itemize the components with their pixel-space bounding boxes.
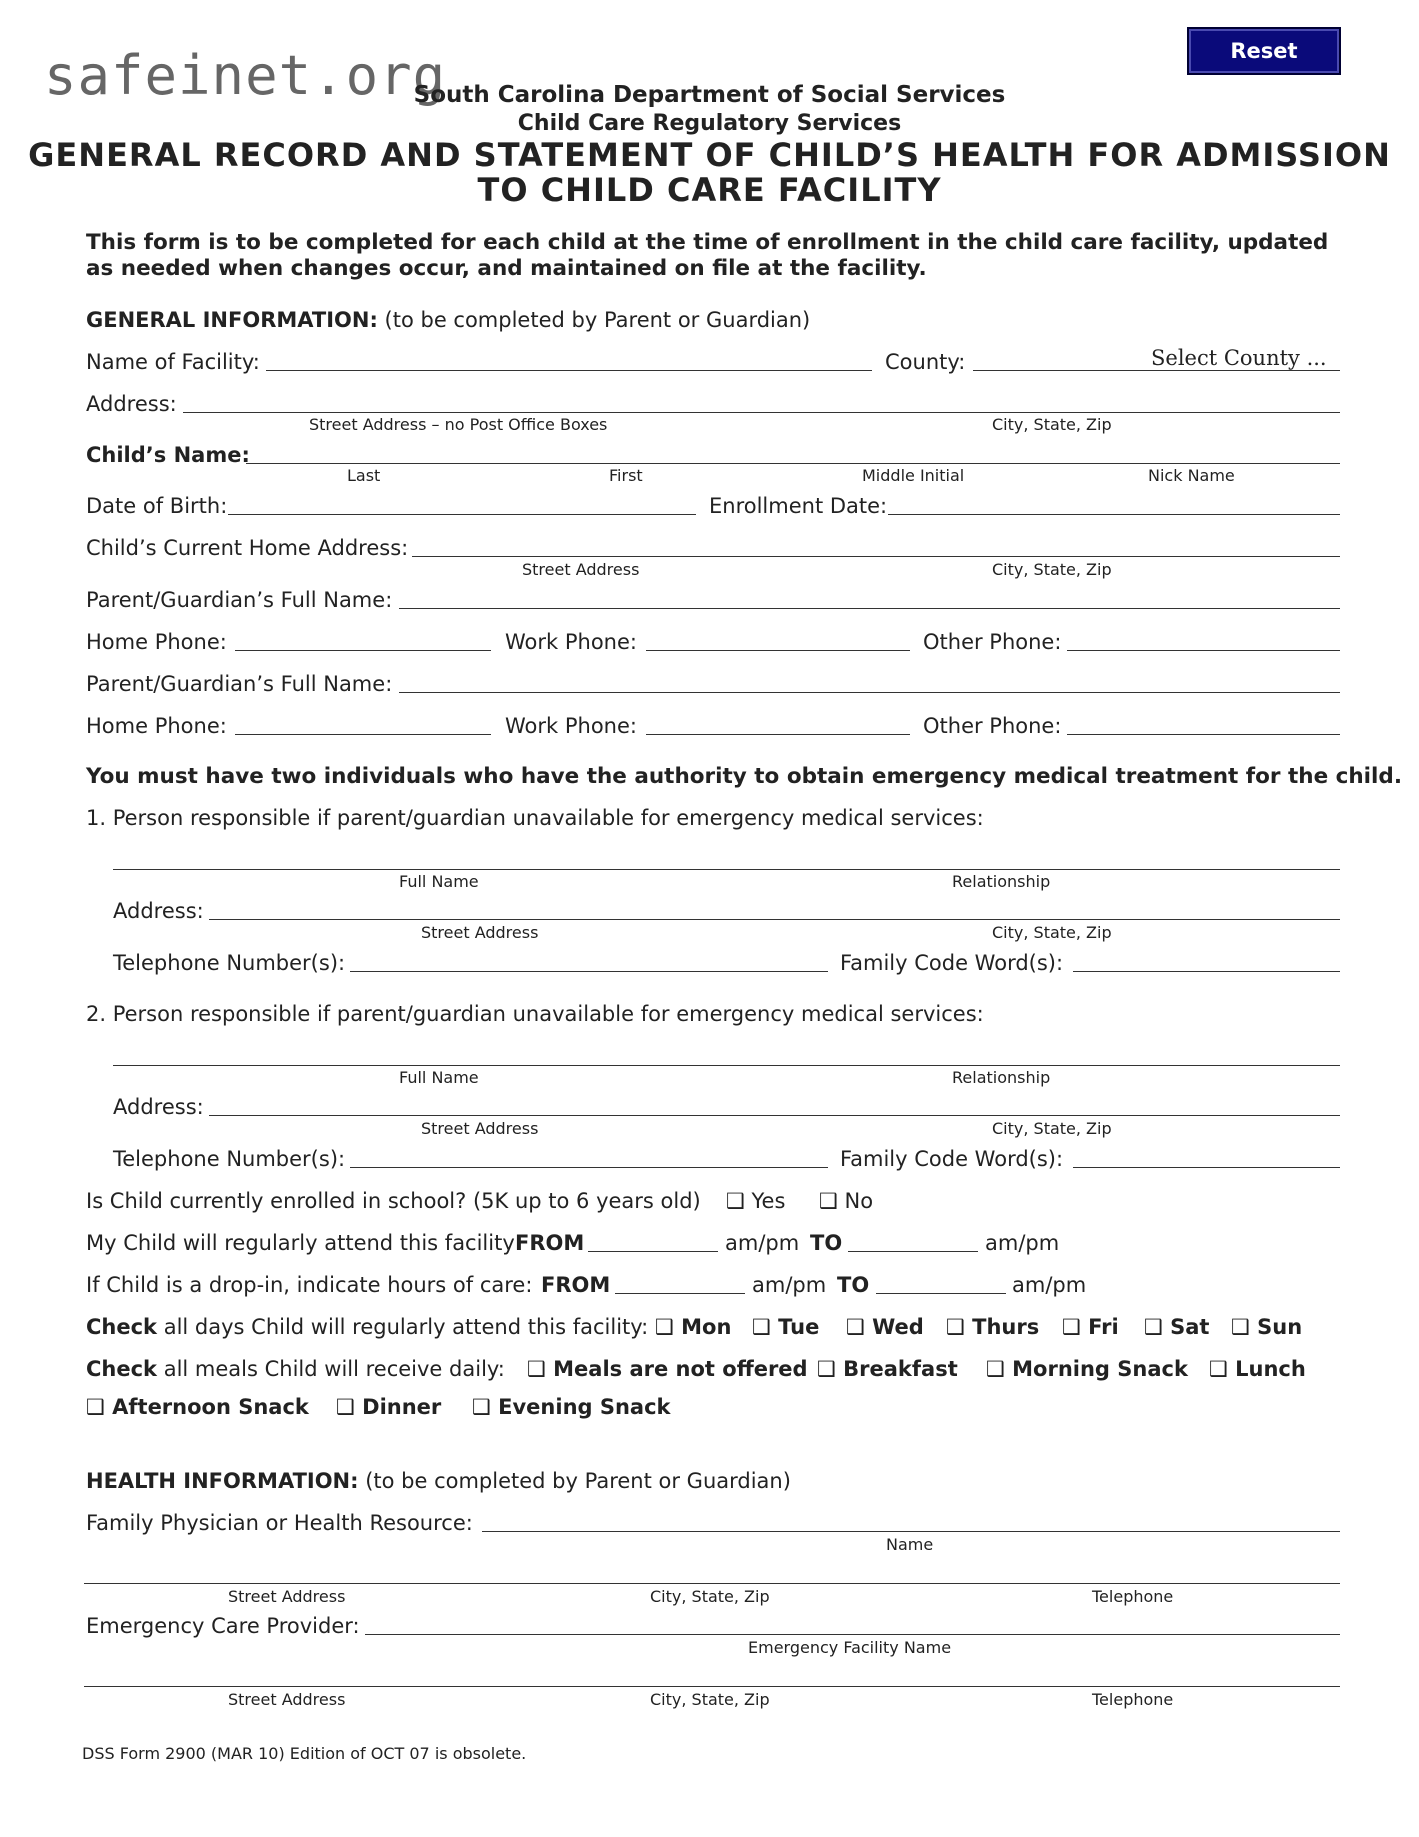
city-state-zip-caption: City, State, Zip: [650, 1690, 770, 1709]
street-address-caption: Street Address: [421, 923, 539, 942]
child-name-label: Child’s Name:: [86, 443, 250, 467]
form-title-line2: TO CHILD CARE FACILITY: [477, 171, 942, 209]
enrollment-date-label: Enrollment Date:: [709, 494, 888, 518]
parent1-home-phone-label: Home Phone:: [86, 630, 227, 654]
telephone-caption: Telephone: [1092, 1587, 1174, 1606]
street-address-caption: Street Address: [522, 560, 640, 579]
parent2-name-field[interactable]: [399, 692, 1340, 693]
checkbox-icon: ❑: [986, 1357, 1005, 1381]
meal-label: Breakfast: [843, 1357, 958, 1381]
meal-afternoon-snack-checkbox[interactable]: [86, 1395, 309, 1419]
city-state-zip-caption: City, State, Zip: [992, 560, 1112, 579]
general-info-heading: [86, 308, 810, 332]
dropin-to-label: TO: [837, 1273, 870, 1297]
parent1-home-phone-field[interactable]: [235, 650, 491, 651]
parent2-home-phone-label: Home Phone:: [86, 714, 227, 738]
day-label: Sat: [1170, 1315, 1210, 1339]
person1-address-label: Address:: [113, 899, 204, 923]
emergency-provider-field[interactable]: [365, 1634, 1340, 1635]
regular-from-field[interactable]: [588, 1251, 718, 1252]
city-state-zip-caption: City, State, Zip: [650, 1587, 770, 1606]
checkbox-icon: ❑: [1062, 1315, 1081, 1339]
days-label-text: all days Child will regularly attend this facility:: [157, 1315, 649, 1339]
city-state-zip-caption: City, State, Zip: [992, 415, 1112, 434]
full-name-caption: Full Name: [399, 1068, 479, 1087]
dropin-from-field[interactable]: [615, 1293, 745, 1294]
person1-name-field[interactable]: [113, 869, 1340, 870]
person1-telephone-label: Telephone Number(s):: [113, 951, 346, 975]
street-address-caption: Street Address: [228, 1690, 346, 1709]
emergency-provider-label: Emergency Care Provider:: [86, 1614, 360, 1638]
emergency-facility-name-caption: Emergency Facility Name: [748, 1638, 952, 1657]
facility-label: Name of Facility:: [86, 350, 260, 374]
reset-button[interactable]: Reset: [1187, 27, 1341, 75]
regular-from-label: FROM: [515, 1231, 585, 1255]
check-word: Check: [86, 1357, 158, 1381]
day-sun-checkbox[interactable]: [1231, 1315, 1302, 1339]
division-name: Child Care Regulatory Services: [517, 111, 902, 136]
meal-label: Evening Snack: [498, 1395, 671, 1419]
dob-field[interactable]: [228, 514, 696, 515]
checkbox-icon: ❑: [1231, 1315, 1250, 1339]
person1-code-word-label: Family Code Word(s):: [840, 951, 1064, 975]
meal-lunch-checkbox[interactable]: [1209, 1357, 1306, 1381]
county-select[interactable]: Select County ...: [1151, 346, 1327, 370]
day-fri-checkbox[interactable]: [1062, 1315, 1119, 1339]
city-state-zip-caption: City, State, Zip: [992, 923, 1112, 942]
nick-name-caption: Nick Name: [1148, 466, 1235, 485]
emergency-requirement: You must have two individuals who have the authority to obtain emergency medical treatment for the child.: [86, 764, 1402, 789]
street-address-caption: Street Address: [228, 1587, 346, 1606]
person2-address-label: Address:: [113, 1095, 204, 1119]
meal-label: Lunch: [1235, 1357, 1306, 1381]
street-address-caption: Street Address: [421, 1119, 539, 1138]
parent1-other-phone-label: Other Phone:: [923, 630, 1062, 654]
person2-telephone-label: Telephone Number(s):: [113, 1147, 346, 1171]
day-mon-checkbox[interactable]: [655, 1315, 731, 1339]
meal-morning-snack-checkbox[interactable]: [986, 1357, 1188, 1381]
checkbox-icon: ❑: [846, 1315, 865, 1339]
school-question: Is Child currently enrolled in school? (5K up to 6 years old): [86, 1189, 701, 1213]
health-info-heading: [86, 1469, 791, 1493]
day-sat-checkbox[interactable]: [1144, 1315, 1209, 1339]
first-caption: First: [609, 466, 643, 485]
checkbox-icon: ❑: [819, 1189, 838, 1213]
checkbox-icon: ❑: [817, 1357, 836, 1381]
home-address-label: Child’s Current Home Address:: [86, 536, 409, 560]
ampm-label: am/pm: [1012, 1273, 1087, 1297]
day-wed-checkbox[interactable]: [846, 1315, 924, 1339]
meal-label: Dinner: [362, 1395, 442, 1419]
day-label: Tue: [778, 1315, 820, 1339]
parent1-name-field[interactable]: [399, 608, 1340, 609]
person2-code-word-label: Family Code Word(s):: [840, 1147, 1064, 1171]
county-label: County:: [885, 350, 966, 374]
dropin-to-field[interactable]: [876, 1293, 1006, 1294]
parent2-other-phone-field[interactable]: [1067, 734, 1340, 735]
emergency-provider-address-field[interactable]: [84, 1686, 1340, 1687]
checkbox-icon: ❑: [752, 1315, 771, 1339]
person2-address-field[interactable]: [209, 1115, 1340, 1116]
checkbox-icon: ❑: [1209, 1357, 1228, 1381]
dropin-hours-label: If Child is a drop-in, indicate hours of care:: [86, 1273, 533, 1297]
person2-name-field[interactable]: [113, 1065, 1340, 1066]
street-no-po-caption: Street Address – no Post Office Boxes: [309, 415, 608, 434]
checkbox-icon: ❑: [336, 1395, 355, 1419]
day-label: Sun: [1257, 1315, 1303, 1339]
health-info-heading-note: (to be completed by Parent or Guardian): [358, 1469, 791, 1493]
meals-label: [86, 1357, 505, 1381]
facility-address-label: Address:: [86, 392, 177, 416]
dropin-from-label: FROM: [541, 1273, 611, 1297]
meal-breakfast-checkbox[interactable]: [817, 1357, 958, 1381]
school-no-checkbox[interactable]: [819, 1189, 873, 1213]
person2-code-word-field[interactable]: [1073, 1167, 1340, 1168]
day-thurs-checkbox[interactable]: [946, 1315, 1039, 1339]
agency-name: South Carolina Department of Social Services: [413, 82, 1006, 108]
ampm-label: am/pm: [725, 1231, 800, 1255]
day-tue-checkbox[interactable]: [752, 1315, 819, 1339]
city-state-zip-caption: City, State, Zip: [992, 1119, 1112, 1138]
meal-label: Morning Snack: [1012, 1357, 1188, 1381]
last-caption: Last: [347, 466, 381, 485]
day-label: Thurs: [972, 1315, 1040, 1339]
day-label: Mon: [681, 1315, 732, 1339]
person1-code-word-field[interactable]: [1073, 971, 1340, 972]
yes-label: Yes: [751, 1189, 786, 1213]
form-title-line1: GENERAL RECORD AND STATEMENT OF CHILD’S HEALTH FOR ADMISSION: [28, 136, 1391, 174]
watermark: safeinet.org: [44, 44, 447, 107]
physician-name-field[interactable]: [482, 1531, 1340, 1532]
relationship-caption: Relationship: [952, 1068, 1051, 1087]
meal-dinner-checkbox[interactable]: [336, 1395, 441, 1419]
parent2-other-phone-label: Other Phone:: [923, 714, 1062, 738]
person2-heading: 2. Person responsible if parent/guardian unavailable for emergency medical services:: [86, 1002, 984, 1026]
parent1-work-phone-label: Work Phone:: [505, 630, 637, 654]
checkbox-icon: ❑: [946, 1315, 965, 1339]
checkbox-icon: ❑: [86, 1395, 105, 1419]
regular-hours-label: My Child will regularly attend this facility: [86, 1231, 515, 1255]
middle-initial-caption: Middle Initial: [862, 466, 965, 485]
facility-address-field[interactable]: [183, 412, 1340, 413]
person2-telephone-field[interactable]: [350, 1167, 828, 1168]
physician-address-field[interactable]: [84, 1583, 1340, 1584]
dob-label: Date of Birth:: [86, 494, 228, 518]
checkbox-icon: ❑: [655, 1315, 674, 1339]
telephone-caption: Telephone: [1092, 1690, 1174, 1709]
checkbox-icon: ❑: [1144, 1315, 1163, 1339]
parent2-name-label: Parent/Guardian’s Full Name:: [86, 672, 393, 696]
check-word: Check: [86, 1315, 158, 1339]
day-label: Fri: [1088, 1315, 1119, 1339]
enrollment-date-field[interactable]: [888, 514, 1340, 515]
parent2-home-phone-field[interactable]: [235, 734, 491, 735]
general-info-heading-bold: GENERAL INFORMATION:: [86, 308, 378, 332]
school-yes-checkbox[interactable]: [726, 1189, 785, 1213]
checkbox-icon: ❑: [527, 1357, 546, 1381]
parent1-work-phone-field[interactable]: [646, 650, 910, 651]
child-name-field[interactable]: [246, 463, 1340, 464]
facility-field[interactable]: [266, 370, 872, 371]
form-footer: DSS Form 2900 (MAR 10) Edition of OCT 07 is obsolete.: [82, 1744, 527, 1763]
meals-label-text: all meals Child will receive daily:: [157, 1357, 505, 1381]
no-label: No: [844, 1189, 874, 1213]
checkbox-icon: ❑: [472, 1395, 491, 1419]
checkbox-icon: ❑: [726, 1189, 745, 1213]
person1-telephone-field[interactable]: [350, 971, 828, 972]
ampm-label: am/pm: [752, 1273, 827, 1297]
county-field-line: [973, 370, 1340, 371]
intro-text: This form is to be completed for each child at the time of enrollment in the child care facility, updated as needed when changes occur, and maintained on file at the facility.: [86, 230, 1329, 281]
day-label: Wed: [872, 1315, 924, 1339]
meal-label: Afternoon Snack: [112, 1395, 309, 1419]
person1-address-field[interactable]: [209, 919, 1340, 920]
meal-not-offered-checkbox[interactable]: [527, 1357, 808, 1381]
relationship-caption: Relationship: [952, 872, 1051, 891]
person1-heading: 1. Person responsible if parent/guardian unavailable for emergency medical services:: [86, 806, 984, 830]
physician-label: Family Physician or Health Resource:: [86, 1511, 473, 1535]
days-label: [86, 1315, 648, 1339]
parent1-name-label: Parent/Guardian’s Full Name:: [86, 588, 393, 612]
home-address-field[interactable]: [412, 556, 1340, 557]
ampm-label: am/pm: [985, 1231, 1060, 1255]
parent2-work-phone-label: Work Phone:: [505, 714, 637, 738]
full-name-caption: Full Name: [399, 872, 479, 891]
parent1-other-phone-field[interactable]: [1067, 650, 1340, 651]
health-info-heading-bold: HEALTH INFORMATION:: [86, 1469, 359, 1493]
regular-to-field[interactable]: [848, 1251, 978, 1252]
name-caption: Name: [886, 1535, 934, 1554]
regular-to-label: TO: [810, 1231, 843, 1255]
meal-label: Meals are not offered: [553, 1357, 808, 1381]
general-info-heading-note: (to be completed by Parent or Guardian): [377, 308, 811, 332]
meal-evening-snack-checkbox[interactable]: [472, 1395, 671, 1419]
parent2-work-phone-field[interactable]: [646, 734, 910, 735]
